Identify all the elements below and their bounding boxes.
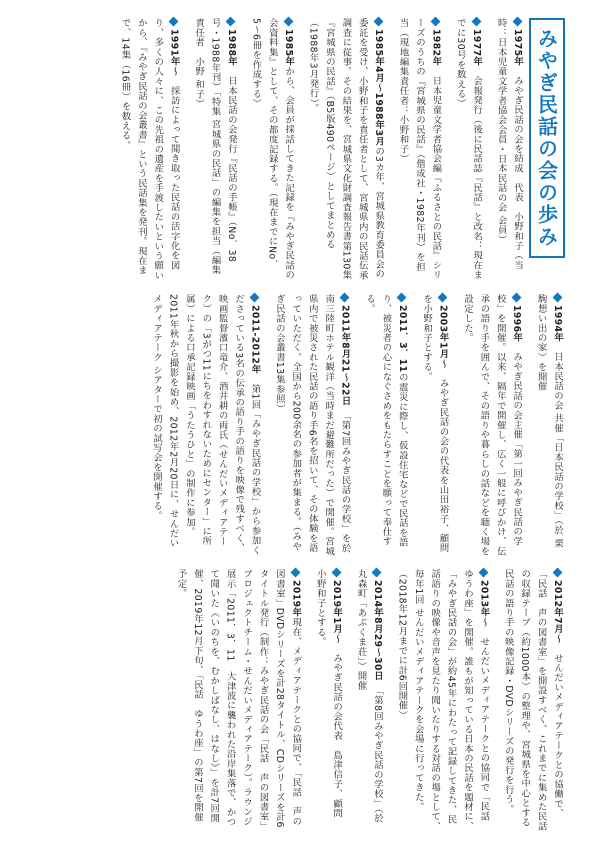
history-entry <box>172 569 303 831</box>
diamond-bullet-icon <box>340 293 350 303</box>
entry-date: 1985年4月〜1988年3月 <box>373 29 385 147</box>
history-entry <box>393 569 491 831</box>
entry-text: みやぎ民話の会代表 島津信子、顧問 小野和子とする。 <box>314 569 343 819</box>
diamond-bullet-icon <box>226 17 236 27</box>
entry-text: の3カ年、宮城県教育委員会の委託を受け、小野和子を責任者として、宮城県内の民話伝承調査に従事。その結果を、宮城県文化財調査報告書第130集『宮城県の民話』（B5版490ページ）としてまとめる（1988年3月発行）。 <box>307 18 385 280</box>
history-entry <box>361 294 410 556</box>
history-section-bottom <box>30 569 565 831</box>
history-entry <box>116 18 182 280</box>
entry-date: 2011年8月21〜22日 <box>339 305 351 406</box>
diamond-bullet-icon <box>397 293 407 303</box>
diamond-bullet-icon <box>290 568 300 578</box>
history-entry <box>311 569 344 831</box>
entry-date: 1975年 <box>512 29 523 67</box>
page-title: みやぎ民話の会の歩み <box>529 18 565 258</box>
diamond-bullet-icon <box>511 293 521 303</box>
history-entry <box>271 294 353 556</box>
entry-text: みやぎ民話の会主催「第一回みやぎ民話の学校」を開催。以来、隔年で開催し、広く一般に呼びかけ、伝承の語り手を囲んで、その語りや暮らしの話などを聴く場を設定した。 <box>461 294 523 556</box>
history-entries <box>75 18 525 280</box>
entry-text: 第1回「みやぎ民話の学校」から参加くださっている3名の伝承の語り手の語りを映像で残すべく、映画監督濱口竜介、酒井耕の両氏（せんだいメディアテーク）の「3がつ11にちをわすれないためにセンター」に所属）による口承記録映画「うたうひと」の制作に参加。2011年秋から撮影を始め、2012年2月20日に、せんだいメディアテーク シアターで初の試写会を開催する。 <box>151 294 261 555</box>
diamond-bullet-icon <box>169 17 179 27</box>
diamond-bullet-icon <box>552 293 562 303</box>
entry-text: 「第7回みやぎ民話の学校」を於 南三陸町ホテル観洋（当時まだ避難所だった）で開催。宮城県内で被災された民話の語り手6名を招いて、その体験を語っていただく。全国から200余名の参加者が集まる。（みやぎ民話の会叢書13集参照） <box>273 294 351 556</box>
entry-date: 2019年 <box>290 580 302 618</box>
diamond-bullet-icon <box>438 293 448 303</box>
entry-text: 日本児童文学者協会編『ふるさとの民話』シリーズのうちの『宮城県の民話』（偕成社・1982年刊）を担当（現地編集責任者：小野和子） <box>397 18 442 280</box>
history-entry <box>247 18 296 280</box>
history-entry <box>499 569 565 831</box>
entry-date: 1991年〜 <box>168 29 180 76</box>
diamond-bullet-icon <box>471 17 481 27</box>
entry-date: 1982年 <box>430 29 442 67</box>
history-entry <box>451 18 484 280</box>
entry-date: 2013年〜 <box>478 580 490 627</box>
entry-date: 2011-2012年 <box>249 305 261 374</box>
entry-date: 2003年1月〜 <box>437 305 449 369</box>
history-entry <box>304 18 386 280</box>
entry-date: 2011．3．11 <box>396 305 408 373</box>
diamond-bullet-icon <box>430 17 440 27</box>
entry-text: 会報発行（後に民話誌『民話』と改名：現在までに30号を数える） <box>454 18 483 280</box>
history-entry <box>394 18 443 280</box>
entry-date: 1988年 <box>225 29 237 67</box>
history-entry <box>190 18 239 280</box>
entry-text: みやぎ民話の会を結成 代表 小野和子（当時：日本児童文学者協会会員・日本民話の会 会員） <box>495 18 523 270</box>
entry-date: 1985年 <box>283 29 295 67</box>
entry-text: せんだいメディアテークとの協働で、「民話 声の図書室」を開設すべく、これまでに集めた民話の収録テープ（約1000本）の整理や、宮城県を中心とする民話の語り手の映像記録・DVDシリーズの発行を行う。 <box>502 569 563 831</box>
history-section-top <box>75 18 525 280</box>
history-entry <box>418 294 451 556</box>
entry-text: 日本民話の会 共催「日本民話の学校」（於 栗駒想い出の家）を開催 <box>535 294 563 548</box>
entry-date: 2019年1月〜 <box>331 580 343 644</box>
diamond-bullet-icon <box>372 568 382 578</box>
entry-text: 現在、メディアテークとの協同で、「民話 声の図書室」DVDシリーズを計28タイトル、CDシリーズを計6タイトル発行（制作：みやぎ民話の会「民話 声の図書室」プロジェクトチーム・せんだいメディアテーク）。ラウンジ展示「2011．3．11 大津波に襲われた沿岸集落で、かつて聞いた《いのちを、むかしばなし、はなし》」を計7回開催、2019年12月下旬、「民話 ゆうわ座」の第7回を開催予定。 <box>175 569 302 831</box>
entry-date: 2012年7月〜 <box>552 580 563 644</box>
entry-date: 1996年 <box>511 305 523 343</box>
entry-text: 日本民話の会発行『民話の手帳』（No．38号・1988年刊）「特集 宮城県の民話」の編集を担当（編集責任者 小野 和子） <box>193 18 237 275</box>
entry-text: 「第8回みやぎ民話の学校」（於丸森町「あぶくま荘」）開催 <box>355 569 383 824</box>
entry-date: 1994年 <box>552 305 563 343</box>
diamond-bullet-icon <box>373 17 383 27</box>
history-entries <box>30 569 565 831</box>
entry-text: の震災に際し、仮設住宅などで民話を語り、被災者の心になぐさめをもたらすことを願って奉仕する。 <box>363 294 408 548</box>
diamond-bullet-icon <box>331 568 341 578</box>
diamond-bullet-icon <box>552 568 562 578</box>
history-entry <box>352 569 385 831</box>
history-entry <box>148 294 263 556</box>
diamond-bullet-icon <box>250 293 260 303</box>
entry-date: 2014年8月29〜30日 <box>371 580 383 681</box>
history-entry <box>492 18 525 280</box>
entry-text: みやぎ民話の会の代表を山田裕子、顧問を小野和子とする。 <box>421 294 449 553</box>
entry-text: せんだいメディアテークとの協同で「民話 ゆうわ座」を開催。誰もが知っている日本の民話を題材に、「みやぎ民話の会」が約45年にわたって記録してきた、民話語りの映像や音声を見たり聞いたりする対話の場として、毎年1回 せんだいメディアテークを会場に行ってきた。（2018年12月までに計6回開催） <box>396 569 490 831</box>
entry-date: 1977年 <box>471 29 483 67</box>
history-entry <box>532 294 565 556</box>
diamond-bullet-icon <box>512 17 522 27</box>
history-entry <box>459 294 525 556</box>
entry-text: から、会員が採話してきた記録を『みやぎ民話の会資料集』として、その都度記録する。（現在までにNo．5〜6冊を作成する） <box>250 18 295 280</box>
history-section-middle <box>30 294 565 556</box>
diamond-bullet-icon <box>478 568 488 578</box>
entry-text: 採訪によって聞き取った民話の活字化を図り、多くの人々に、この先祖の遺産を手渡したいという願いから、『みやぎ民話の会叢書』という民話集を発刊。現在まで、14集（16冊）を数える。 <box>119 18 180 280</box>
history-entries <box>30 294 565 556</box>
diamond-bullet-icon <box>283 17 293 27</box>
